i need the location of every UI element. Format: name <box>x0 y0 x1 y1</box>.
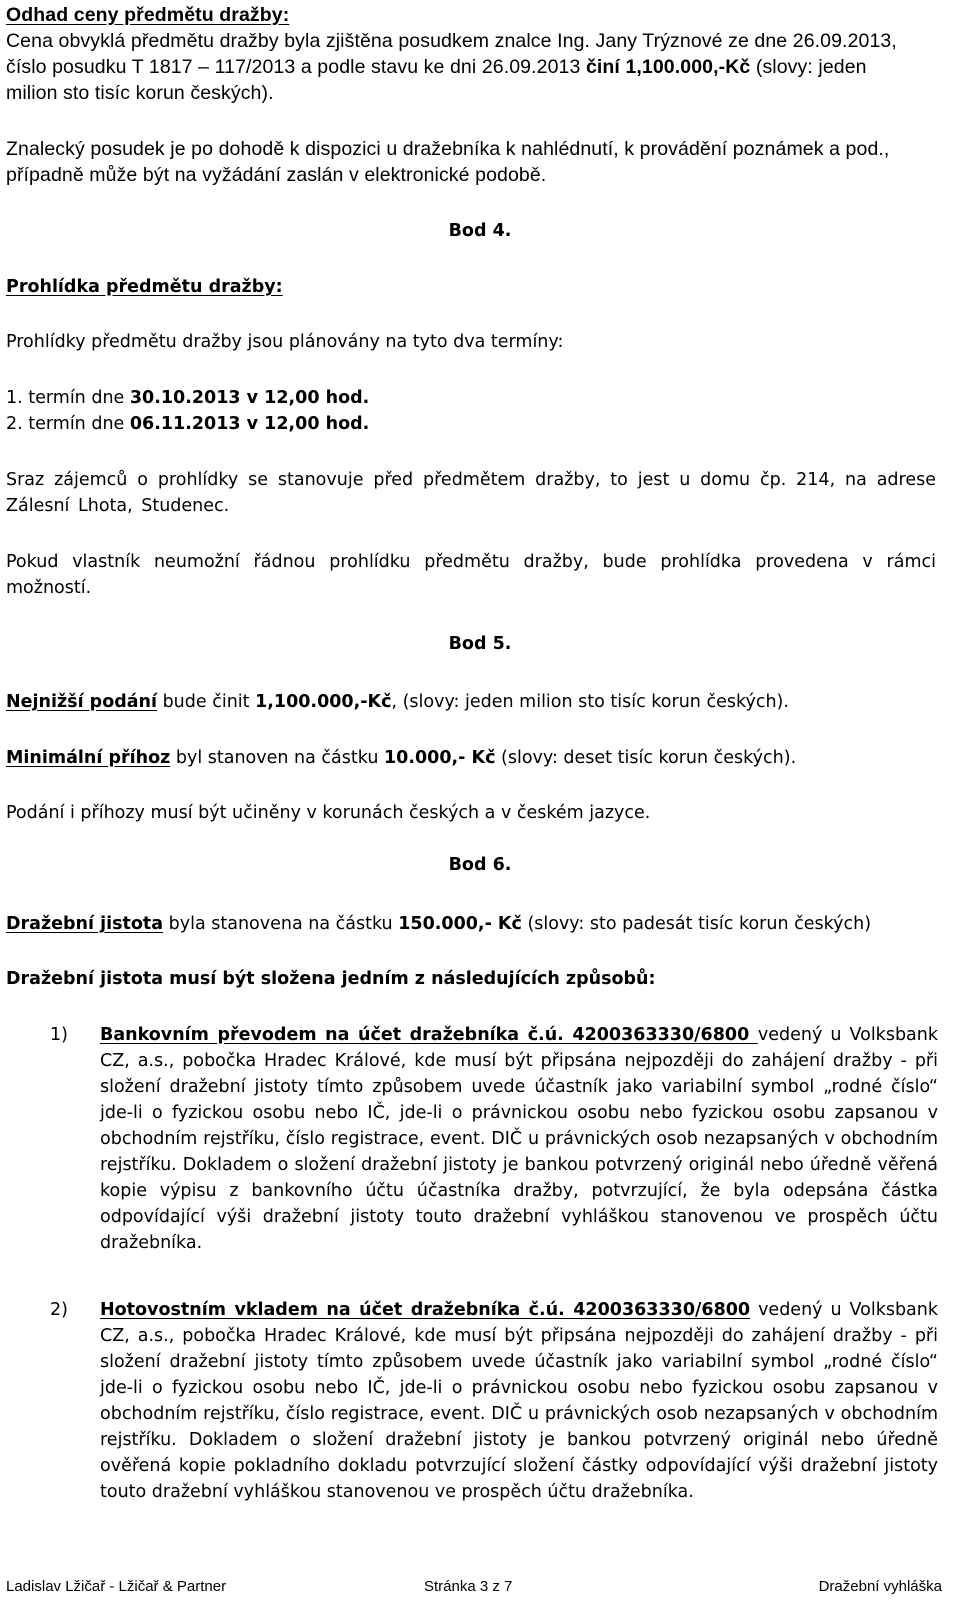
method-2-title: Hotovostním vkladem na účet dražebníka č.ú. 4200363330/6800 <box>100 1300 751 1320</box>
price-words-start: (slovy: jeden <box>750 56 867 78</box>
method-1-body <box>100 1022 938 1256</box>
price-line2-text: číslo posudku T 1817 – 117/2013 a podle stavu ke dni 26.09.2013 <box>6 56 586 78</box>
list-number: 2) <box>50 1300 68 1320</box>
meeting-point: Sraz zájemců o prohlídky se stanovuje před předmětem dražby, to jest u domu čp. 214, na adrese Zálesní Lhota, Studenec. <box>6 470 936 516</box>
deposit-words: (slovy: sto padesát tisíc korun českých) <box>521 914 872 934</box>
term2-prefix: 2. termín dne <box>6 414 130 434</box>
expert-report-line1: Znalecký posudek je po dohodě k dispozici u dražebníka k nahlédnutí, k provádění poznámek a pod., <box>6 138 890 160</box>
lowest-bid-label: Nejnižší podání <box>6 692 158 712</box>
footer-page-number: Stránka 3 z 7 <box>424 1578 513 1595</box>
list-item-method-1 <box>50 1022 938 1256</box>
lowest-bid <box>6 689 936 715</box>
section-title-bod6: Bod 6. <box>448 855 512 875</box>
term2-value: 06.11.2013 v 12,00 hod. <box>129 414 370 434</box>
inspection-intro: Prohlídky předmětu dražby jsou plánovány na tyto dva termíny: <box>6 332 564 352</box>
owner-note: Pokud vlastník neumožní řádnou prohlídku předmětu dražby, bude prohlídka provedena v rámci možností. <box>6 552 936 598</box>
price-value: činí 1,100.000,-Kč <box>585 56 751 78</box>
method-2-body <box>100 1297 938 1505</box>
term1-prefix: 1. termín dne <box>6 388 130 408</box>
deposit-amount <box>6 911 936 937</box>
deposit-value: 150.000,- Kč <box>398 914 522 934</box>
deposit-mid: byla stanovena na částku <box>163 914 399 934</box>
lowest-bid-words: , (slovy: jeden milion sto tisíc korun českých). <box>391 692 789 712</box>
method-2-text: vedený u Volksbank CZ, a.s., pobočka Hradec Králové, kde musí být připsána nejpozději do zahájení dražby - při složení dražební jistoty tímto způsobem uvede účastník jako variabilní symbol „rodné číslo“ jde-li o fyzickou osobu nebo IČ, jde-li o právnickou osobu nebo fyzickou osobu zapsanou v obchodním rejstříku, číslo registrace, event. DIČ u právnických osob nezapsaných v obchodním rejstříku. Dokladem o složení dražební jistoty je bankou potvrzený originál nebo úředně ověřená kopie pokladního dokladu potvrzující složení částky odpovídající výši dražební jistoty touto dražební vyhláškou stanovenou ve prospěch účtu dražebníka. <box>100 1300 939 1502</box>
footer-author: Ladislav Lžičař - Lžičař & Partner <box>6 1578 227 1595</box>
lowest-bid-mid: bude činit <box>157 692 256 712</box>
currency-note: Podání i příhozy musí být učiněny v korunách českých a v českém jazyce. <box>6 803 651 823</box>
minimum-increment <box>6 745 936 771</box>
inspection-term-2 <box>6 411 936 437</box>
list-number: 1) <box>50 1025 68 1045</box>
price-estimate-heading: Odhad ceny předmětu dražby: <box>6 4 290 26</box>
expert-report-line2: případně může být na vyžádání zaslán v elektronické podobě. <box>6 164 547 186</box>
deposit-label: Dražební jistota <box>6 914 164 934</box>
price-estimate-line2 <box>6 54 936 80</box>
section-title-bod5: Bod 5. <box>448 634 512 654</box>
footer-document-title: Dražební vyhláška <box>818 1578 942 1595</box>
inspection-term-1 <box>6 385 936 411</box>
term1-value: 30.10.2013 v 12,00 hod. <box>129 388 370 408</box>
method-1-text: vedený u Volksbank CZ, a.s., pobočka Hradec Králové, kde musí být připsána nejpozději do zahájení dražby - při složení dražební jistoty tímto způsobem uvede účastník jako variabilní symbol „rodné číslo“ jde-li o fyzickou osobu nebo IČ, jde-li o právnickou osobu nebo fyzickou osobu zapsanou v obchodním rejstříku, číslo registrace, event. DIČ u právnických osob nezapsaných v obchodním rejstříku. Dokladem o složení dražební jistoty je bankou potvrzený originál nebo úředně věřená kopie výpisu z bankovního účtu účastníka dražby, potvrzující, že byla odepsána částka odpovídající výši dražební jistoty touto dražební vyhláškou stanovenou ve prospěch účtu dražebníka. <box>100 1025 938 1253</box>
list-item-method-2 <box>50 1297 938 1505</box>
min-increment-mid: byl stanoven na částku <box>170 748 384 768</box>
inspection-heading: Prohlídka předmětu dražby: <box>6 277 283 297</box>
min-increment-words: (slovy: deset tisíc korun českých). <box>495 748 797 768</box>
price-estimate-line1: Cena obvyklá předmětu dražby byla zjištěna posudkem znalce Ing. Jany Trýznové ze dne 26.09.2013, <box>6 30 897 52</box>
deposit-methods-heading: Dražební jistota musí být složena jedním z následujících způsobů: <box>6 969 656 989</box>
lowest-bid-value: 1,100.000,-Kč <box>255 692 392 712</box>
min-increment-value: 10.000,- Kč <box>383 748 496 768</box>
price-estimate-line3: milion sto tisíc korun českých). <box>6 82 274 104</box>
min-increment-label: Minimální příhoz <box>6 748 171 768</box>
section-title-bod4: Bod 4. <box>448 221 512 241</box>
page-footer <box>6 1578 942 1598</box>
method-1-title: Bankovním převodem na účet dražebníka č.ú. 4200363330/6800 <box>100 1025 758 1045</box>
